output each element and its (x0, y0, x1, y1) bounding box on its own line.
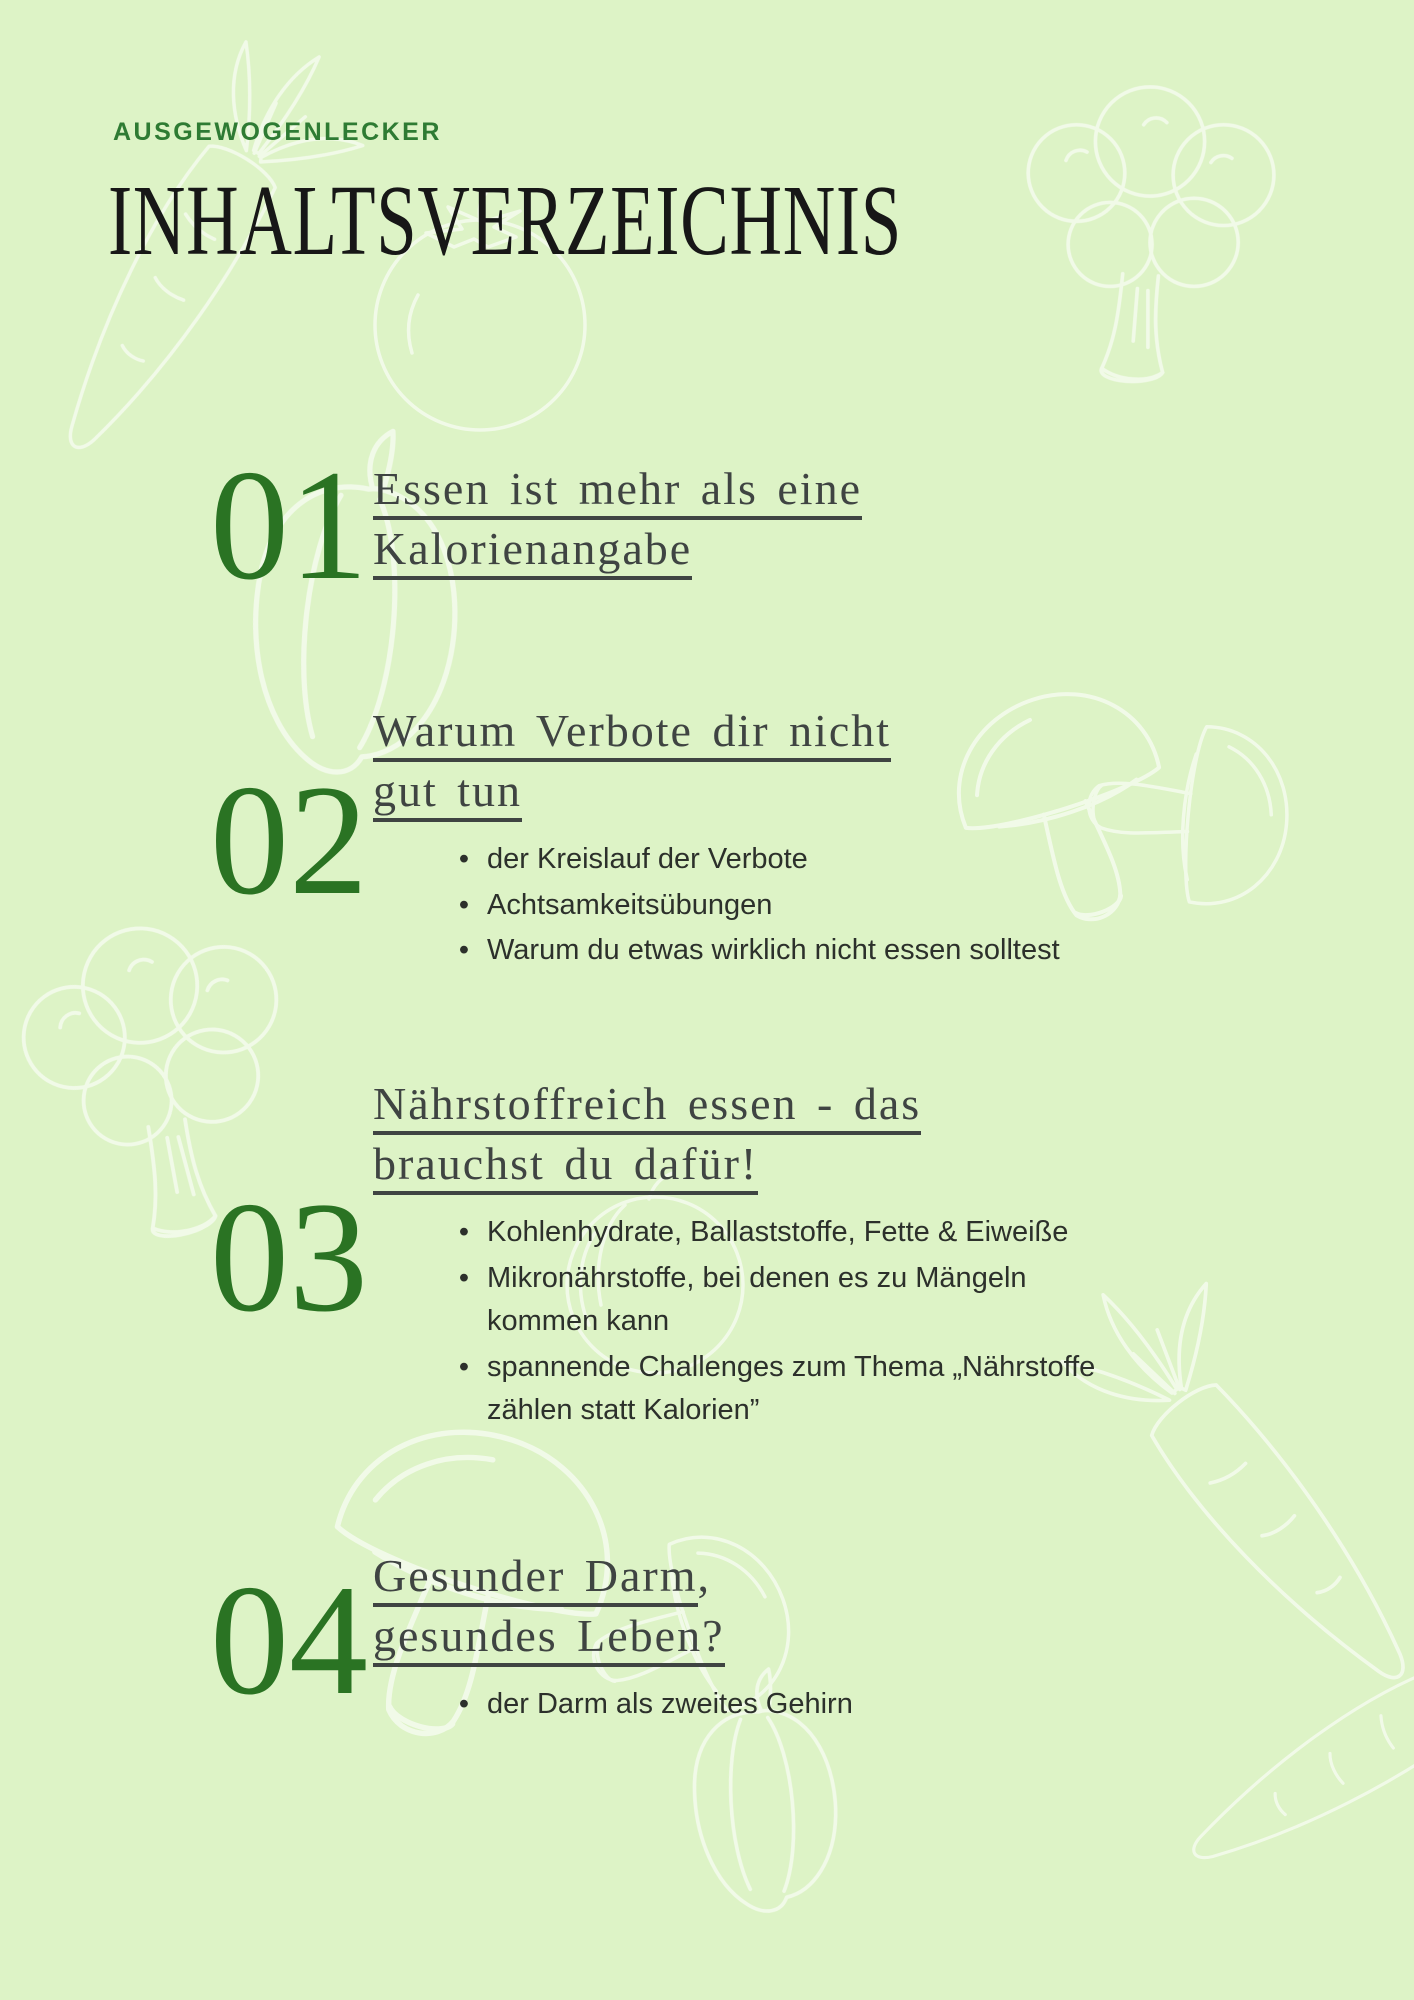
bullet-text: der Kreislauf der Verbote (487, 843, 808, 875)
bullet-text: Warum du etwas wirklich nicht essen solltest (487, 934, 1060, 966)
bullet-item (456, 1257, 1128, 1344)
bullet-text: Kohlenhydrate, Ballaststoffe, Fette & Eiweiße (487, 1216, 1069, 1248)
bullet-item (456, 1683, 1128, 1727)
bullet-marker-icon: • (458, 1350, 470, 1383)
section-title[interactable] (373, 463, 1158, 574)
section-title-line[interactable] (373, 523, 1158, 574)
section-title-line[interactable] (373, 1610, 1158, 1661)
bullet-text: spannende Challenges zum Thema „Nährstoffe zählen statt Kalorien” (487, 1350, 1096, 1426)
section-bullets (456, 838, 1128, 973)
section-number: 01 (210, 438, 368, 613)
section-title-underlined-text: Kalorienangabe (373, 523, 692, 580)
bullet-item (456, 929, 1128, 973)
toc-section (210, 705, 1370, 975)
brand-label: AUSGEWOGENLECKER (113, 118, 442, 146)
section-title-underlined-text: brauchst du dafür! (373, 1138, 758, 1195)
section-title-line[interactable] (373, 705, 1158, 756)
section-title-suffix: , (697, 1550, 712, 1601)
bullet-item (456, 1211, 1128, 1255)
toc-section (210, 1550, 1370, 1729)
section-bullets (456, 1683, 1128, 1727)
section-content (373, 1550, 1158, 1729)
bullet-text: der Darm als zweites Gehirn (487, 1688, 853, 1720)
bullet-text: Achtsamkeitsübungen (487, 888, 773, 921)
section-content (373, 463, 1158, 586)
section-number: 03 (210, 1169, 368, 1345)
section-content (373, 705, 1158, 975)
bullet-item (456, 884, 1128, 928)
bullet-item (456, 838, 1128, 882)
toc-section (210, 1078, 1370, 1435)
section-title-underlined-text: Gesunder Darm (373, 1550, 698, 1607)
bullet-item (456, 1346, 1128, 1433)
bullet-marker-icon: • (458, 888, 470, 921)
section-title-line[interactable] (373, 765, 1158, 816)
toc-section (210, 438, 1370, 613)
section-title[interactable] (373, 1550, 1158, 1661)
page-title: INHALTSVERZEICHNIS (108, 164, 903, 276)
section-title-underlined-text: Essen ist mehr als eine (373, 463, 862, 520)
section-title-line[interactable] (373, 1138, 1158, 1189)
bullet-marker-icon: • (458, 1688, 470, 1720)
bullet-text: Mikronährstoffe, bei denen es zu Mängeln kommen kann (487, 1261, 1027, 1337)
section-title-line[interactable] (373, 1550, 1158, 1601)
bullet-marker-icon: • (458, 843, 470, 875)
section-title[interactable] (373, 1078, 1158, 1189)
section-title-underlined-text: gut tun (373, 765, 522, 822)
bullet-marker-icon: • (458, 1261, 470, 1294)
section-title-line[interactable] (373, 1078, 1158, 1129)
section-content (373, 1078, 1158, 1435)
section-number: 02 (210, 753, 368, 929)
section-title-underlined-text: gesundes Leben? (373, 1610, 725, 1667)
section-number: 04 (210, 1552, 368, 1728)
section-title-line[interactable] (373, 463, 1158, 514)
section-title-underlined-text: Nährstoffreich essen - das (373, 1078, 921, 1135)
bullet-marker-icon: • (458, 934, 470, 966)
section-title[interactable] (373, 705, 1158, 816)
bullet-marker-icon: • (458, 1216, 470, 1248)
section-title-underlined-text: Warum Verbote dir nicht (373, 705, 891, 762)
section-bullets (456, 1211, 1128, 1433)
